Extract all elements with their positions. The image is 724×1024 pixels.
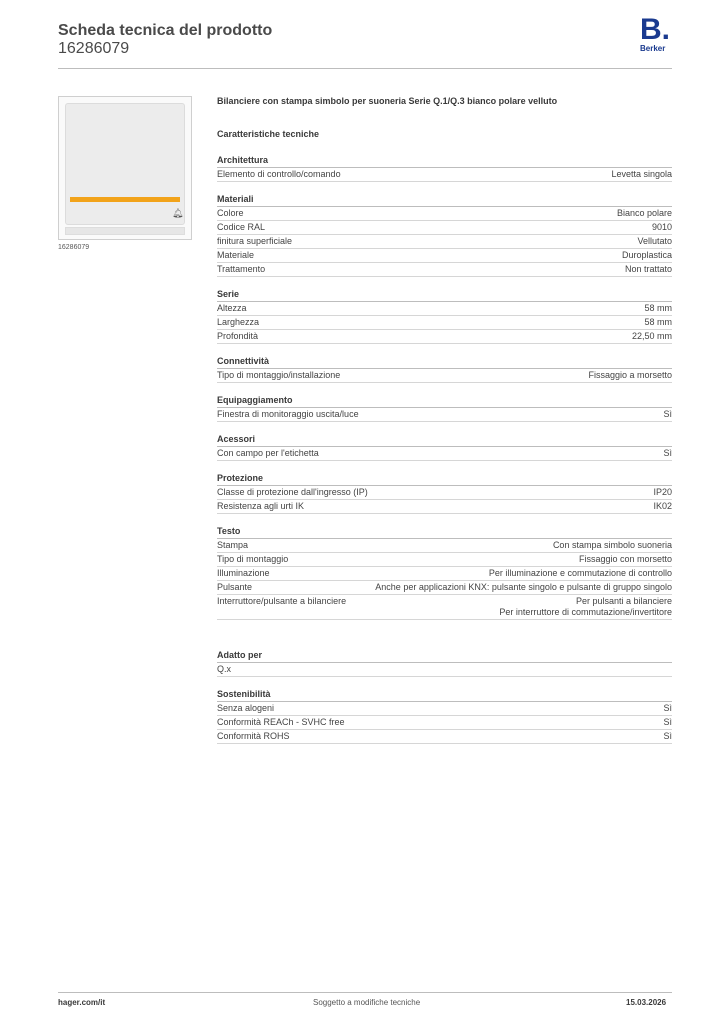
section-heading: Adatto per: [217, 650, 672, 663]
section-heading: Serie: [217, 289, 672, 302]
spec-value: Levetta singola: [611, 169, 672, 179]
spec-label: Con campo per l'etichetta: [217, 448, 319, 458]
spec-value: Vellutato: [637, 236, 672, 246]
footer-divider: [58, 992, 672, 993]
section-gap: [217, 620, 672, 638]
spec-label: Pulsante: [217, 582, 253, 592]
spec-value: Sì: [663, 717, 672, 727]
spec-value: 9010: [651, 222, 672, 232]
spec-row: [217, 330, 672, 344]
footer-website: hager.com/it: [58, 998, 106, 1007]
section-heading: Sostenibilità: [217, 689, 672, 702]
image-caption: 16286079: [58, 244, 90, 251]
spec-label: Colore: [217, 208, 244, 218]
rocker-face: [65, 103, 185, 225]
product-code: 16286079: [58, 40, 130, 57]
spec-row: [217, 730, 672, 744]
spec-label: Tipo di montaggio/installazione: [217, 370, 341, 380]
spec-row: [217, 553, 672, 567]
spec-row: [217, 447, 672, 461]
spec-label: Senza alogeni: [217, 703, 275, 713]
spec-value: Sì: [663, 703, 672, 713]
spec-row: [217, 369, 672, 383]
spec-row: [217, 581, 672, 595]
spec-value: Fissaggio a morsetto: [588, 370, 672, 380]
spec-label: Tipo di montaggio: [217, 554, 289, 564]
spec-value: Sì: [663, 448, 672, 458]
spec-row: [217, 702, 672, 716]
spec-row: [217, 207, 672, 221]
spec-value: Per pulsanti a bilanciere Per interruttore di commutazione/invertitore: [499, 596, 672, 617]
spec-label: Larghezza: [217, 317, 260, 327]
section-heading: Acessori: [217, 434, 672, 447]
spec-label: Trattamento: [217, 264, 266, 274]
spec-row: [217, 263, 672, 277]
orange-indicator-strip: [70, 197, 180, 202]
spec-label: Q.x: [217, 664, 232, 674]
logo-text: Berker: [640, 44, 666, 53]
spec-row: [217, 716, 672, 730]
section-heading: Testo: [217, 526, 672, 539]
label-field: [65, 227, 185, 235]
spec-row: [217, 486, 672, 500]
spec-label: Resistenza agli urti IK: [217, 501, 305, 511]
spec-label: Conformità ROHS: [217, 731, 290, 741]
spec-label: Materiale: [217, 250, 255, 260]
spec-label: Stampa: [217, 540, 249, 550]
spec-label: Finestra di monitoraggio uscita/luce: [217, 409, 359, 419]
spec-row: [217, 663, 672, 677]
spec-label: Elemento di controllo/comando: [217, 169, 341, 179]
spec-value: 58 mm: [644, 317, 672, 327]
section-heading: Connettività: [217, 356, 672, 369]
logo-mark: B.: [640, 13, 670, 46]
spec-value: Sì: [663, 731, 672, 741]
section-heading: Architettura: [217, 155, 672, 168]
spec-content: [217, 95, 672, 744]
spec-label: Interruttore/pulsante a bilanciere: [217, 596, 347, 606]
spec-value: IK02: [653, 501, 672, 511]
spec-label: finitura superficiale: [217, 236, 293, 246]
spec-row: [217, 221, 672, 235]
spec-label: Codice RAL: [217, 222, 266, 232]
spec-value: Duroplastica: [621, 250, 672, 260]
spec-row: [217, 249, 672, 263]
berker-logo: [640, 13, 674, 53]
spec-row: [217, 302, 672, 316]
spec-label: Altezza: [217, 303, 247, 313]
section-heading: Equipaggiamento: [217, 395, 672, 408]
spec-row: [217, 595, 672, 620]
spec-value: IP20: [653, 487, 672, 497]
spec-label: Profondità: [217, 331, 259, 341]
spec-value: Con stampa simbolo suoneria: [552, 540, 672, 550]
spec-row: [217, 168, 672, 182]
spec-row: [217, 316, 672, 330]
product-title: Bilanciere con stampa simbolo per suoneria Serie Q.1/Q.3 bianco polare velluto: [217, 96, 558, 106]
spec-value: 22,50 mm: [631, 331, 672, 341]
spec-value: Non trattato: [624, 264, 672, 274]
spec-row: [217, 567, 672, 581]
spec-value: Anche per applicazioni KNX: pulsante singolo e pulsante di gruppo singolo: [375, 582, 672, 592]
spec-value: 58 mm: [644, 303, 672, 313]
spec-row: [217, 539, 672, 553]
spec-title: Caratteristiche tecniche: [217, 129, 320, 139]
footer-date: 15.03.2026: [626, 998, 667, 1007]
footer-note: Soggetto a modifiche tecniche: [313, 998, 421, 1007]
spec-value: Per illuminazione e commutazione di controllo: [488, 568, 672, 578]
spec-sections: [217, 155, 672, 744]
bell-icon: 🔔︎: [172, 208, 184, 218]
spec-value: Bianco polare: [616, 208, 672, 218]
spec-value: Sì: [663, 409, 672, 419]
spec-label: Conformità REACh - SVHC free: [217, 717, 345, 727]
product-image: [58, 96, 192, 240]
header-divider: [58, 68, 672, 69]
section-heading: Materiali: [217, 194, 672, 207]
spec-row: [217, 235, 672, 249]
spec-value: Fissaggio con morsetto: [578, 554, 672, 564]
spec-label: Illuminazione: [217, 568, 270, 578]
spec-row: [217, 500, 672, 514]
spec-label: Classe di protezione dall'ingresso (IP): [217, 487, 368, 497]
section-heading: Protezione: [217, 473, 672, 486]
spec-row: [217, 408, 672, 422]
page-title: Scheda tecnica del prodotto: [58, 22, 273, 39]
